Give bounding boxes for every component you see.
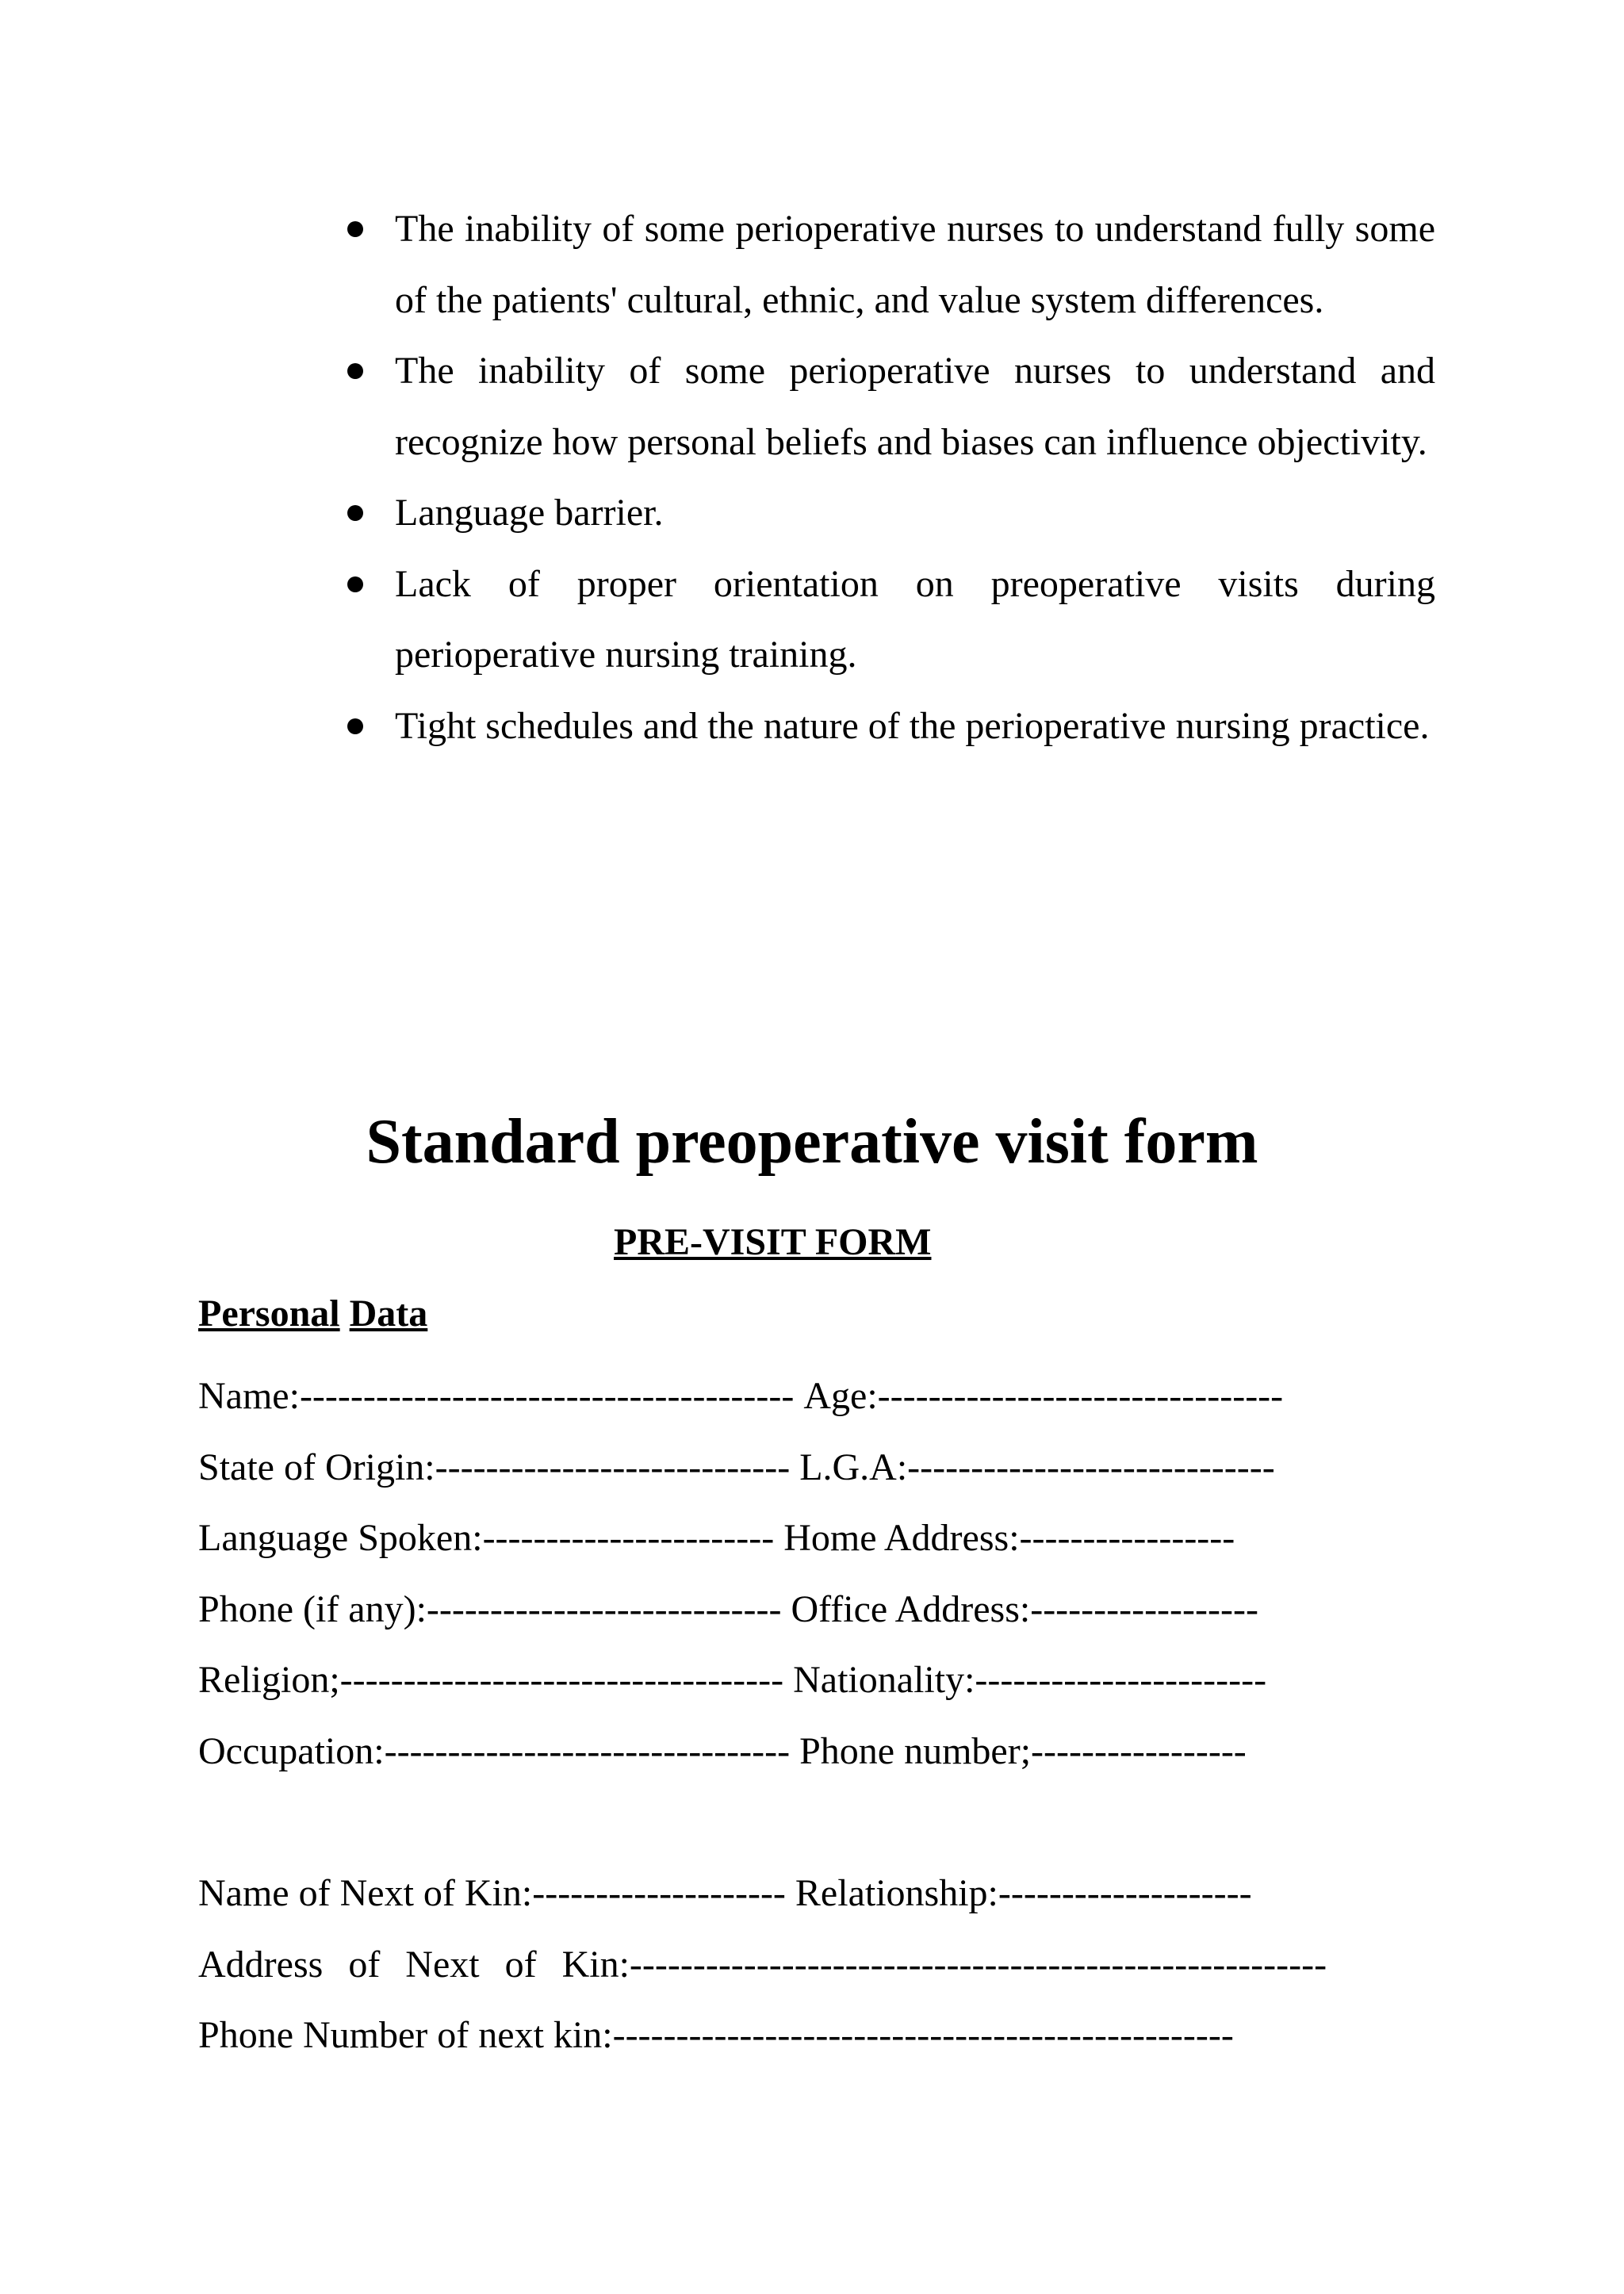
bullet-text: The inability of some perioperative nurses to understand fully some of the patients' cultural, ethnic, and value system differences. xyxy=(395,208,1435,321)
form-row-kin-address xyxy=(198,1929,1435,2001)
bullet-text: Tight schedules and the nature of the perioperative nursing practice. xyxy=(395,704,1430,747)
bullet-dot-icon xyxy=(347,718,363,734)
form-row-origin-lga xyxy=(198,1432,1435,1503)
form-title: Standard preoperative visit form xyxy=(366,1107,1258,1177)
personal-data-fields xyxy=(198,1361,1435,1787)
section-heading-personal-data xyxy=(198,1290,427,1338)
age-field[interactable]: Age:-------------------------------- xyxy=(803,1375,1284,1417)
next-of-kin-address-field[interactable]: Address of Next of Kin:------------------------------------------------------- xyxy=(198,1943,1327,1986)
next-of-kin-phone-field[interactable]: Phone Number of next kin:------------------------------------------------- xyxy=(198,2014,1234,2056)
bullet-item xyxy=(343,691,1435,762)
bullet-text: The inability of some perioperative nurses to understand and recognize how personal beliefs and biases can influence objectivity. xyxy=(395,350,1435,463)
bullet-item xyxy=(343,193,1435,335)
lga-field[interactable]: L.G.A:----------------------------- xyxy=(799,1446,1275,1488)
form-row-phone-office xyxy=(198,1574,1435,1645)
bullet-dot-icon xyxy=(347,576,363,592)
name-field[interactable]: Name:--------------------------------------- xyxy=(198,1375,795,1417)
form-row-kin-phone xyxy=(198,2000,1435,2071)
form-row-name-age xyxy=(198,1361,1435,1432)
bullet-dot-icon xyxy=(347,221,363,237)
section-heading-word-personal: Personal xyxy=(198,1293,340,1335)
form-row-kin-name-relationship xyxy=(198,1858,1435,1929)
section-heading-word-data: Data xyxy=(349,1293,428,1335)
bullet-dot-icon xyxy=(347,363,363,379)
barriers-bullet-list xyxy=(343,193,1435,761)
form-row-occupation-phone xyxy=(198,1716,1435,1787)
office-address-field[interactable]: Office Address:------------------ xyxy=(791,1587,1258,1630)
bullet-item xyxy=(343,335,1435,477)
bullet-dot-icon xyxy=(347,505,363,521)
next-of-kin-fields xyxy=(198,1858,1435,2071)
bullet-item xyxy=(343,549,1435,691)
state-of-origin-field[interactable]: State of Origin:---------------------------- xyxy=(198,1446,791,1488)
nationality-field[interactable]: Nationality:----------------------- xyxy=(793,1659,1267,1701)
religion-field[interactable]: Religion;----------------------------------- xyxy=(198,1659,784,1701)
bullet-text: Lack of proper orientation on preoperative visits during perioperative nursing training. xyxy=(395,562,1435,676)
occupation-field[interactable]: Occupation:-------------------------------- xyxy=(198,1729,791,1772)
form-row-religion-nationality xyxy=(198,1645,1435,1716)
phone-number-field[interactable]: Phone number;----------------- xyxy=(799,1729,1247,1772)
form-row-language-home xyxy=(198,1503,1435,1574)
bullet-item xyxy=(343,477,1435,549)
phone-if-any-field[interactable]: Phone (if any):---------------------------- xyxy=(198,1587,782,1630)
bullet-text: Language barrier. xyxy=(395,492,664,534)
next-of-kin-name-field[interactable]: Name of Next of Kin:-------------------- xyxy=(198,1872,786,1914)
form-subtitle: PRE-VISIT FORM xyxy=(614,1221,932,1263)
relationship-field[interactable]: Relationship:-------------------- xyxy=(795,1872,1252,1914)
language-spoken-field[interactable]: Language Spoken:----------------------- xyxy=(198,1517,775,1559)
home-address-field[interactable]: Home Address:----------------- xyxy=(783,1517,1235,1559)
